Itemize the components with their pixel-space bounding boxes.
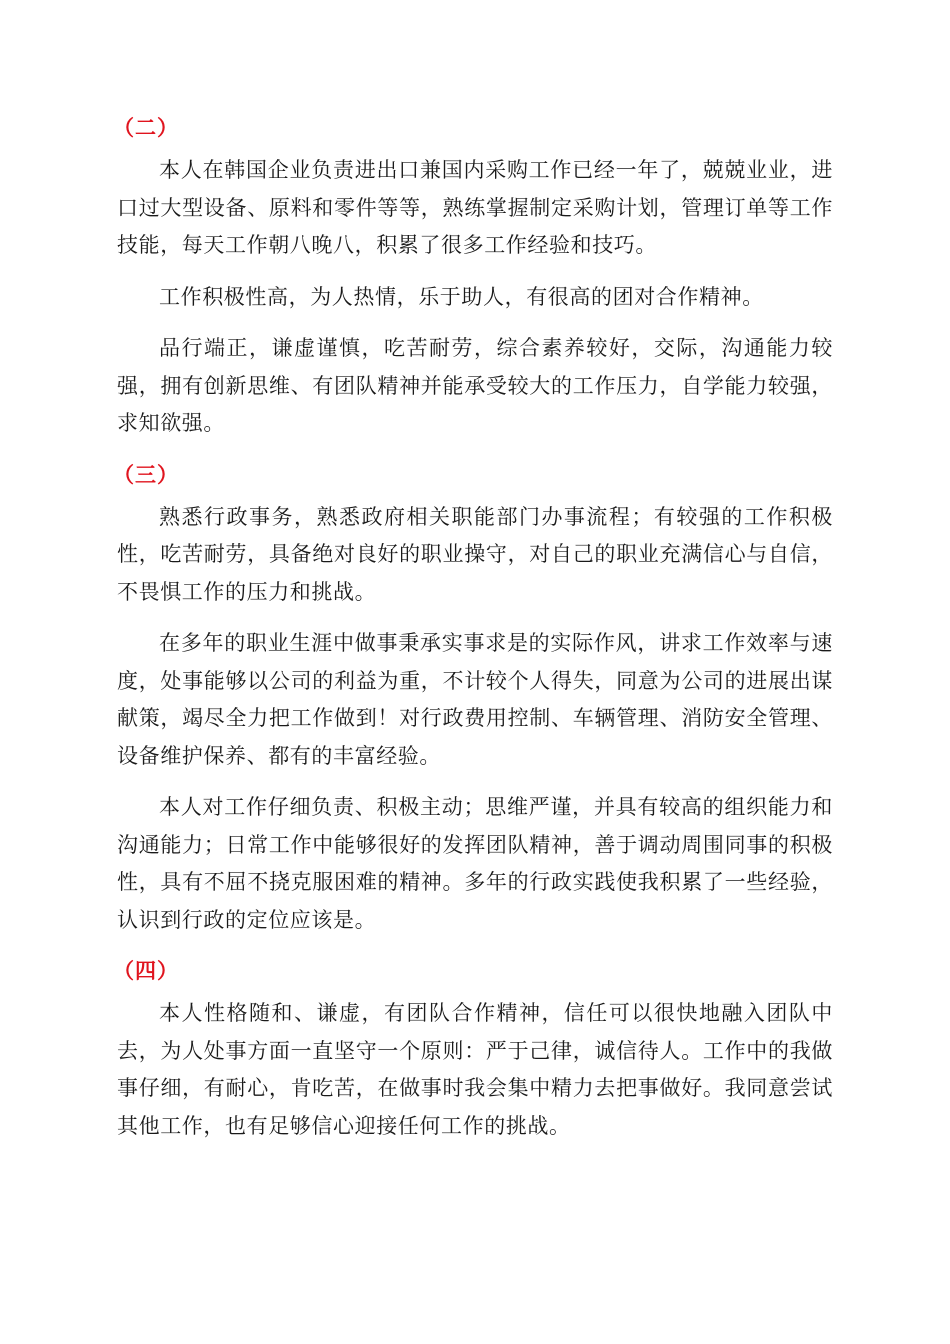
paragraph: 本人性格随和、谦虚，有团队合作精神，信任可以很快地融入团队中去，为人处事方面一直坚守一个原则：严于己律，诚信待人。工作中的我做事仔细，有耐心，肯吃苦，在做事时我会集中精力去把事做好。我同意尝试其他工作，也有足够信心迎接任何工作的挑战。	[117, 1001, 833, 1138]
paragraph: 工作积极性高，为人热情，乐于助人，有很高的团对合作精神。	[159, 284, 764, 309]
paragraph: 在多年的职业生涯中做事秉承实事求是的实际作风，讲求工作效率与速度，处事能够以公司的利益为重，不计较个人得失，同意为公司的进展出谋献策，竭尽全力把工作做到！对行政费用控制、车辆管理、消防安全管理、设备维护保养、都有的丰富经验。	[117, 631, 833, 768]
section-heading: （三）	[113, 462, 179, 487]
paragraph: 熟悉行政事务，熟悉政府相关职能部门办事流程；有较强的工作积极性，吃苦耐劳，具备绝对良好的职业操守，对自己的职业充满信心与自信，不畏惧工作的压力和挑战。	[117, 504, 833, 604]
section-heading: （二）	[113, 116, 179, 140]
section-4	[113, 953, 833, 1145]
paragraph: 品行端正，谦虚谨慎，吃苦耐劳，综合素养较好，交际，沟通能力较强，拥有创新思维、有团队精神并能承受较大的工作压力，自学能力较强，求知欲强。	[117, 336, 833, 435]
section-2	[113, 110, 833, 443]
paragraph: 本人对工作仔细负责、积极主动；思维严谨，并具有较高的组织能力和沟通能力；日常工作中能够很好的发挥团队精神，善于调动周围同事的积极性，具有不屈不挠克服困难的精神。多年的行政实践使我积累了一些经验，认识到行政的定位应该是。	[117, 795, 833, 932]
paragraph: 本人在韩国企业负责进出口兼国内采购工作已经一年了，兢兢业业，进口过大型设备、原料和零件等等，熟练掌握制定采购计划，管理订单等工作技能，每天工作朝八晚八，积累了很多工作经验和技巧。	[117, 158, 833, 257]
document-body	[113, 110, 833, 1159]
section-heading: （四）	[113, 959, 179, 983]
section-3	[113, 457, 833, 940]
